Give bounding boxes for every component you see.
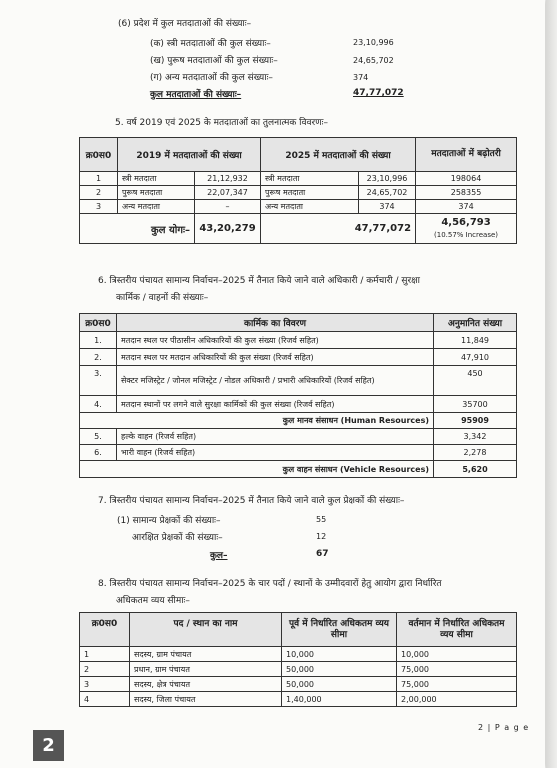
- table-row: 1 सदस्य, ग्राम पंचायत 10,000 10,000: [80, 647, 517, 662]
- table-row: 5. हल्के वाहन (रिजर्व सहित) 3,342: [80, 429, 517, 445]
- table-row: 3 सदस्य, क्षेत्र पंचायत 50,000 75,000: [80, 677, 517, 692]
- s7-total-value: 67: [316, 549, 329, 559]
- s4-row-label: (क) स्त्री मतदाताओं की कुल संख्याः–: [150, 39, 271, 49]
- personnel-table: [79, 313, 517, 478]
- s7-title: 7. त्रिस्तरीय पंचायत सामान्य निर्वाचन–2025 में तैनात किये जाने वाले कुल प्रेक्षकों की संख्याः–: [98, 496, 405, 506]
- header-cell: क्र0स0: [80, 138, 118, 172]
- s7-total-label: कुल–: [210, 551, 228, 561]
- header-cell: वर्तमान में निर्धारित अधिकतम व्यय सीमा: [397, 613, 517, 647]
- s4-row-label: (ग) अन्य मतदाताओं की कुल संख्याः–: [150, 73, 273, 83]
- page-edge-shadow: [546, 0, 557, 768]
- table-row: 4. मतदान स्थानों पर लगने वाले सुरक्षा कार्मिकों की कुल संख्या (रिजर्व सहित) 35700: [80, 396, 517, 413]
- table-row: 4 सदस्य, जिला पंचायत 1,40,000 2,00,000: [80, 692, 517, 707]
- page-badge: 2: [33, 730, 64, 761]
- s7-row-value: 12: [316, 532, 327, 541]
- table-row: 3 अन्य मतदाता – अन्य मतदाता 374 374: [80, 200, 517, 214]
- total-label: कुल योगः–: [80, 214, 195, 244]
- s4-row-value: 374: [353, 73, 369, 82]
- table-row: 1. मतदान स्थल पर पीठासीन अधिकारियों की कुल संख्या (रिजर्व सहित) 11,849: [80, 332, 517, 349]
- hr-value: 95909: [434, 413, 517, 429]
- s6-title-line1: 6. त्रिस्तरीय पंचायत सामान्य निर्वाचन–2025 में तैनात किये जाने वाले अधिकारी / कर्मचारी / सुरक्षा: [98, 276, 420, 286]
- hr-label: कुल मानव संसाधन (Human Resources): [80, 413, 434, 429]
- header-cell: 2025 में मतदाताओं की संख्या: [261, 138, 416, 172]
- header-cell: अनुमानित संख्या: [434, 314, 517, 332]
- header-cell: पूर्व में निर्धारित अधिकतम व्यय सीमा: [282, 613, 397, 647]
- vr-label: कुल वाहन संसाधन (Vehicle Resources): [80, 461, 434, 478]
- total-2025: 47,77,072: [261, 214, 416, 244]
- expense-limit-table: [79, 612, 517, 707]
- header-cell: पद / स्थान का नाम: [130, 613, 282, 647]
- increase-percent: (10.57% Increase): [434, 230, 499, 239]
- s7-row-value: 55: [316, 515, 327, 524]
- s8-title-line2: अधिकतम व्यय सीमाः–: [116, 596, 190, 606]
- s4-total-value: 47,77,072: [353, 88, 404, 98]
- s4-row-value: 23,10,996: [353, 38, 394, 47]
- s7-row-label: (1) सामान्य प्रेक्षकों की संख्याः–: [117, 516, 221, 526]
- table-row: 6. भारी वाहन (रिजर्व सहित) 2,278: [80, 445, 517, 461]
- table-row: 2 प्रधान, ग्राम पंचायत 50,000 75,000: [80, 662, 517, 677]
- table-row: 3. सेक्टर मजिस्ट्रेट / जोनल मजिस्ट्रेट / नोडल अधिकारी / प्रभारी अधिकारियों (रिजर्व सहित) 450: [80, 366, 517, 396]
- header-cell: क्र0स0: [80, 613, 130, 647]
- vr-value: 5,620: [434, 461, 517, 478]
- table-subtotal-row: [80, 461, 517, 478]
- table-subtotal-row: [80, 413, 517, 429]
- s8-title-line1: 8. त्रिस्तरीय पंचायत सामान्य निर्वाचन–2025 के चार पदों / स्थानों के उम्मीदवारों हेतु आयोग द्वारा निर्धारित: [98, 579, 442, 589]
- s4-title: (6) प्रदेश में कुल मतदाताओं की संख्याः–: [118, 19, 252, 29]
- total-2019: 43,20,279: [195, 214, 261, 244]
- header-cell: कार्मिक का विवरण: [117, 314, 434, 332]
- s5-title: 5. वर्ष 2019 एवं 2025 के मतदाताओं का तुलनात्मक विवरणः–: [115, 118, 328, 128]
- header-cell: 2019 में मतदाताओं की संख्या: [118, 138, 261, 172]
- table-row: 1 स्त्री मतदाता 21,12,932 स्त्री मतदाता 23,10,996 198064: [80, 172, 517, 186]
- header-cell: मतदाताओं में बढ़ोतरी: [416, 138, 517, 172]
- header-cell: क्र0स0: [80, 314, 117, 332]
- total-increase: 4,56,793: [441, 216, 491, 228]
- voter-comparison-table: [79, 137, 517, 244]
- s4-total-label: कुल मतदाताओं की संख्याः–: [150, 90, 242, 100]
- s4-row-label: (ख) पुरूष मतदाताओं की कुल संख्याः–: [150, 56, 278, 66]
- s7-row-label: आरक्षित प्रेक्षकों की संख्याः–: [132, 533, 223, 543]
- s6-title-line2: कार्मिक / वाहनों की संख्याः–: [116, 293, 209, 303]
- table-total-row: [80, 214, 517, 244]
- table-row: 2 पुरूष मतदाता 22,07,347 पुरूष मतदाता 24,65,702 258355: [80, 186, 517, 200]
- page-number: 2 | P a g e: [478, 723, 530, 732]
- s4-row-value: 24,65,702: [353, 56, 394, 65]
- table-row: 2. मतदान स्थल पर मतदान अधिकारियों की कुल संख्या (रिजर्व सहित) 47,910: [80, 349, 517, 366]
